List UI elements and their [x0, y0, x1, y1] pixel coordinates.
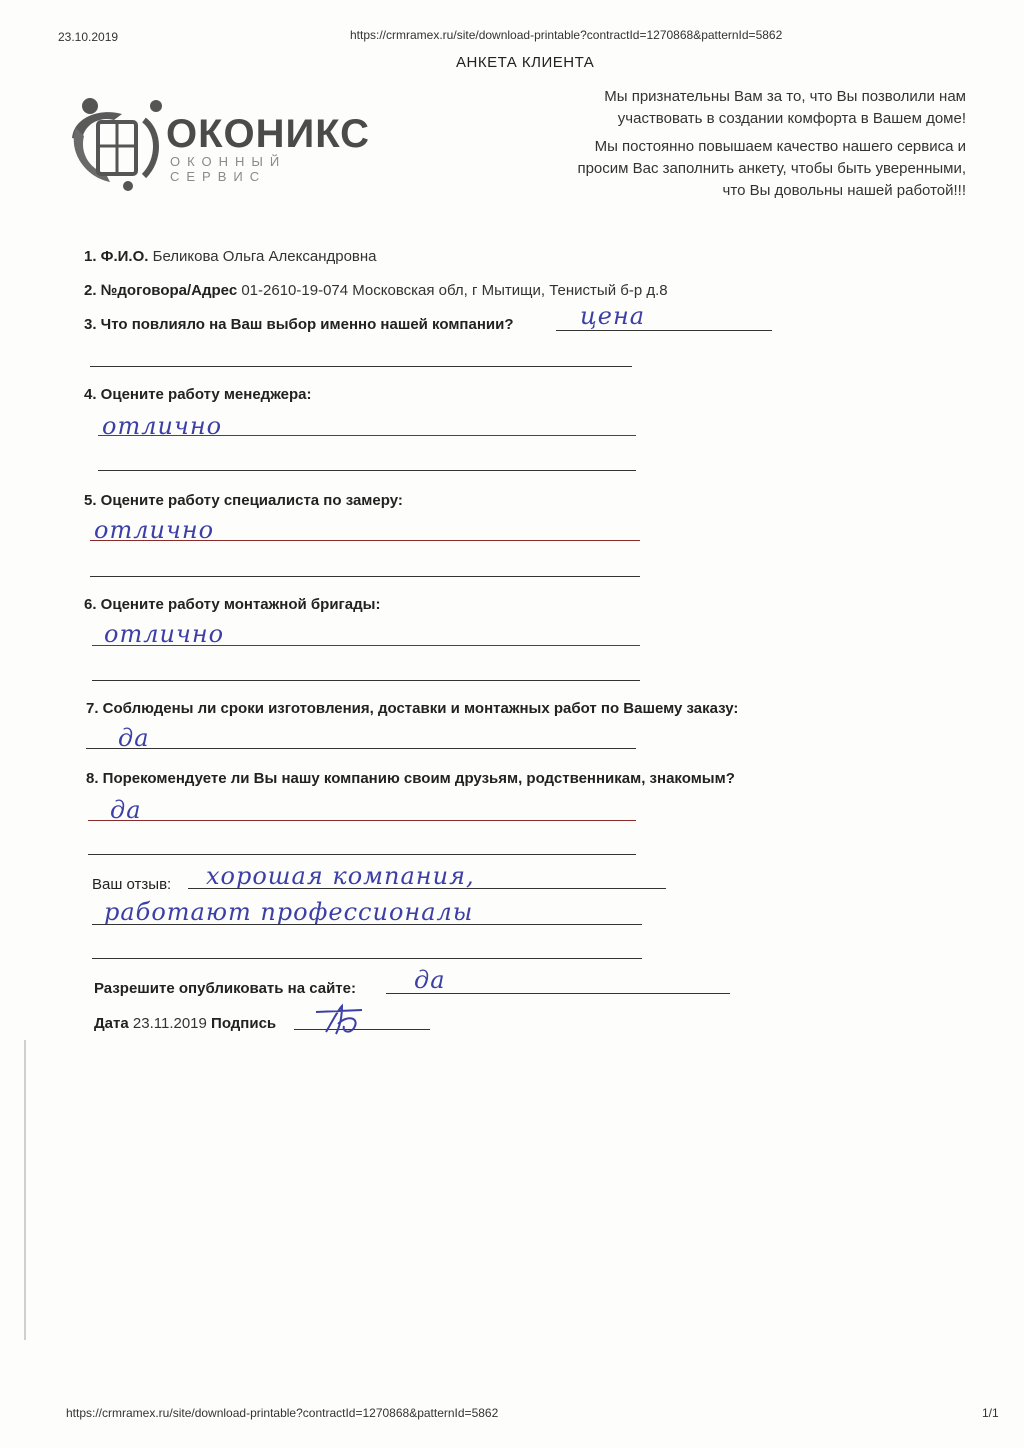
- review-answer-line-2[interactable]: [92, 924, 642, 925]
- question-8-label: 8. Порекомендуете ли Вы нашу компанию своим друзьям, родственникам, знакомым?: [86, 770, 735, 787]
- question-7-answer-line[interactable]: [86, 748, 636, 749]
- date-label: Дата: [94, 1015, 129, 1032]
- question-1: [84, 248, 377, 265]
- question-7-label: 7. Соблюдены ли сроки изготовления, доставки и монтажных работ по Вашему заказу:: [86, 700, 739, 717]
- signature-label: Подпись: [211, 1015, 277, 1032]
- question-8-answer-line[interactable]: [88, 820, 636, 821]
- intro-paragraph-2: [506, 136, 966, 202]
- contract-address-value: 01-2610-19-074 Московская обл, г Мытищи, Тенистый б-р д.8: [241, 282, 668, 299]
- question-3-answer: цена: [580, 302, 646, 330]
- client-name-value: Беликова Ольга Александровна: [152, 248, 377, 265]
- question-5-answer: отлично: [94, 516, 215, 544]
- question-3-extra-line[interactable]: [90, 366, 632, 367]
- question-4-answer-line[interactable]: [98, 435, 636, 436]
- intro-p2-line3: что Вы довольны нашей работой!!!: [722, 182, 966, 199]
- question-7-answer: да: [118, 724, 150, 752]
- review-answer-line-3[interactable]: [92, 958, 642, 959]
- date-signature-row: [94, 1015, 276, 1032]
- question-5-extra-line[interactable]: [90, 576, 640, 577]
- logo-name: ОКОНИКС: [166, 112, 371, 156]
- footer-url: https://crmramex.ru/site/download-printable?contractId=1270868&patternId=5862: [66, 1406, 499, 1420]
- question-3-answer-line[interactable]: [556, 330, 772, 331]
- intro-p1-line2: участвовать в создании комфорта в Вашем доме!: [617, 110, 966, 127]
- window-logo-icon: [62, 98, 172, 193]
- date-value: 23.11.2019: [132, 1015, 207, 1032]
- question-8-answer: да: [110, 796, 142, 824]
- question-4-answer: отлично: [102, 412, 223, 440]
- question-8-extra-line[interactable]: [88, 854, 636, 855]
- intro-p1-line1: Мы признательны Вам за то, что Вы позволили нам: [604, 88, 966, 105]
- page-number: 1/1: [982, 1406, 999, 1420]
- question-2: [84, 282, 668, 299]
- signature-mark-icon: [312, 1002, 372, 1038]
- logo-subtitle: ОКОННЫЙ СЕРВИС: [170, 154, 287, 184]
- question-4-extra-line[interactable]: [98, 470, 636, 471]
- question-5-answer-line[interactable]: [90, 540, 640, 541]
- intro-text: [506, 86, 966, 208]
- publish-answer-line[interactable]: [386, 993, 730, 994]
- question-3-label: 3. Что повлияло на Ваш выбор именно нашей компании?: [84, 316, 514, 333]
- question-5-label: 5. Оцените работу специалиста по замеру:: [84, 492, 403, 509]
- question-2-label: 2. №договора/Адрес: [84, 282, 238, 299]
- question-4-label: 4. Оцените работу менеджера:: [84, 386, 312, 403]
- print-url: https://crmramex.ru/site/download-printable?contractId=1270868&patternId=5862: [350, 28, 783, 42]
- publish-answer: да: [414, 966, 446, 994]
- review-label: Ваш отзыв:: [92, 876, 172, 893]
- print-date: 23.10.2019: [58, 30, 119, 44]
- intro-p2-line2: просим Вас заполнить анкету, чтобы быть уверенными,: [577, 160, 966, 177]
- company-logo: [62, 98, 392, 188]
- question-6-extra-line[interactable]: [92, 680, 640, 681]
- review-line-2: работают профессионалы: [104, 898, 474, 926]
- scan-edge-line: [24, 1040, 26, 1340]
- question-6-answer: отлично: [104, 620, 225, 648]
- review-line-1: хорошая компания,: [206, 862, 475, 890]
- intro-paragraph-1: [506, 86, 966, 130]
- question-6-answer-line[interactable]: [92, 645, 640, 646]
- question-6-label: 6. Оцените работу монтажной бригады:: [84, 596, 381, 613]
- publish-label: Разрешите опубликовать на сайте:: [94, 980, 356, 997]
- question-1-label: 1. Ф.И.О.: [84, 248, 149, 265]
- intro-p2-line1: Мы постоянно повышаем качество нашего сервиса и: [594, 138, 966, 155]
- page-title: АНКЕТА КЛИЕНТА: [456, 54, 595, 71]
- review-answer-line-1[interactable]: [188, 888, 666, 889]
